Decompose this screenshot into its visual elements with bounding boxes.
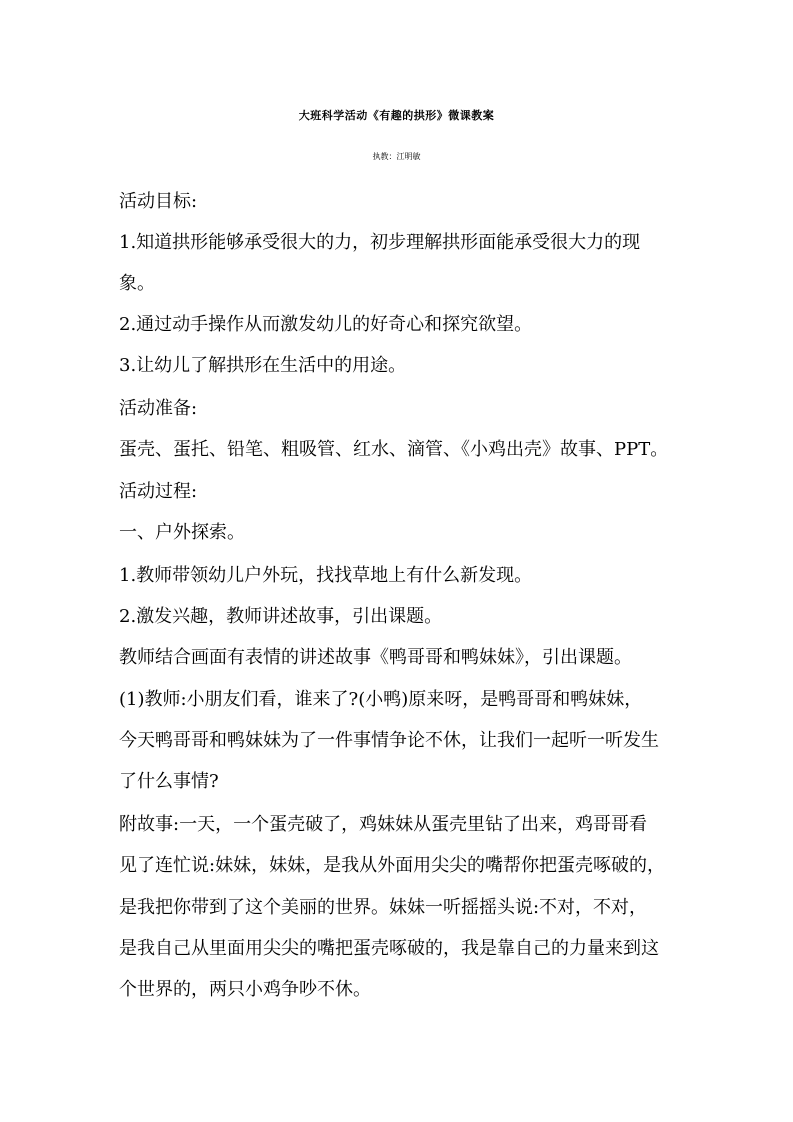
paragraph-line: 教师结合画面有表情的讲述故事《鸭哥哥和鸭妹妹》，引出课题。 <box>119 647 632 668</box>
paragraph-line: 附故事:一天，一个蛋壳破了，鸡妹妹从蛋壳里钻了出来，鸡哥哥看 <box>119 814 648 835</box>
document-author: 执教：江明敏 <box>372 152 421 161</box>
document-title: 大班科学活动《有趣的拱形》微课教案 <box>298 109 495 122</box>
paragraph-line: 2.通过动手操作从而激发幼儿的好奇心和探究欲望。 <box>119 314 533 335</box>
paragraph-line: (1)教师:小朋友们看，谁来了?(小鸭)原来呀，是鸭哥哥和鸭妹妹， <box>119 689 643 710</box>
paragraph-line: 个世界的，两只小鸡争吵不休。 <box>119 979 371 1000</box>
paragraph-line: 1.教师带领幼儿户外玩，找找草地上有什么新发现。 <box>119 565 533 586</box>
paragraph-line: 3.让幼儿了解拱形在生活中的用途。 <box>119 355 407 376</box>
paragraph-line: 是我把你带到了这个美丽的世界。妹妹一听摇摇头说:不对，不对， <box>119 897 648 918</box>
paragraph-line: 2.激发兴趣，教师讲述故事，引出课题。 <box>119 606 443 627</box>
section-heading-process: 活动过程: <box>119 481 198 502</box>
section-heading-preparation: 活动准备: <box>119 398 198 419</box>
paragraph-line: 今天鸭哥哥和鸭妹妹为了一件事情争论不休，让我们一起听一听发生 <box>119 730 659 751</box>
paragraph-line: 蛋壳、蛋托、铅笔、粗吸管、红水、滴管、《小鸡出壳》故事、PPT。 <box>119 439 669 460</box>
paragraph-line: 1.知道拱形能够承受很大的力，初步理解拱形面能承受很大力的现 <box>119 232 641 253</box>
section-heading-objectives: 活动目标: <box>119 191 198 212</box>
paragraph-line: 了什么事情? <box>119 771 219 792</box>
paragraph-line: 是我自己从里面用尖尖的嘴把蛋壳啄破的，我是靠自己的力量来到这 <box>119 938 659 959</box>
paragraph-line: 见了连忙说:妹妹，妹妹，是我从外面用尖尖的嘴帮你把蛋壳啄破的， <box>119 855 666 876</box>
paragraph-line: 一、户外探索。 <box>119 522 245 543</box>
paragraph-line: 象。 <box>119 273 155 294</box>
